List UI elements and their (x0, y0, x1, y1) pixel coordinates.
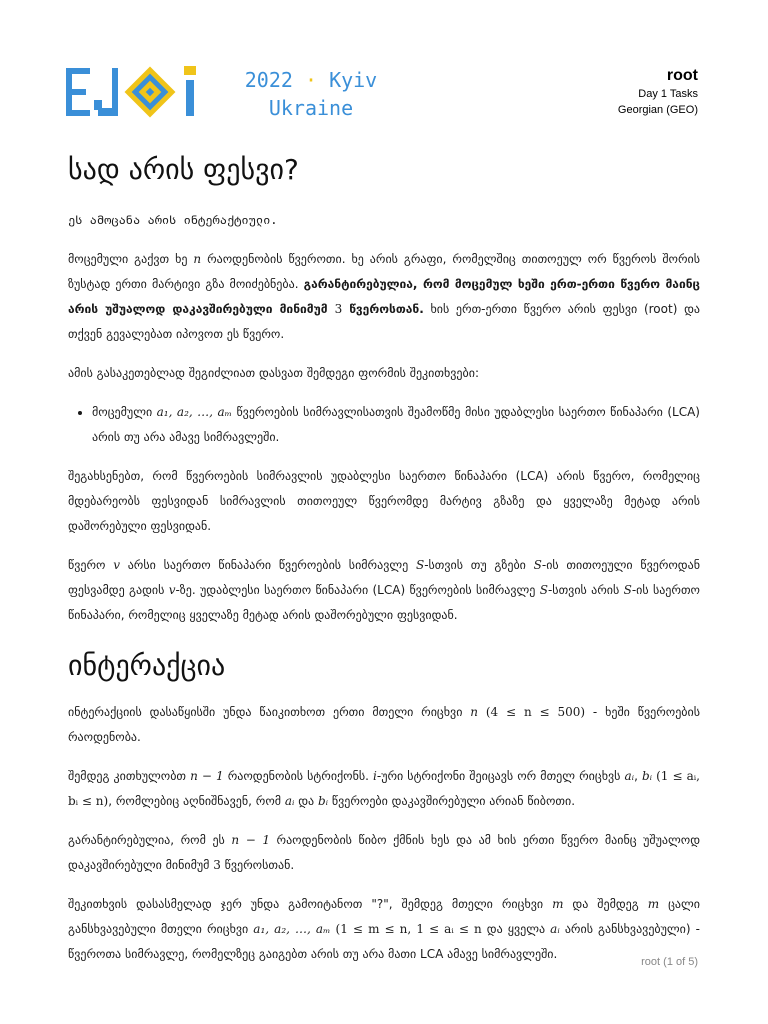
text: და (294, 794, 318, 808)
query-format-paragraph (68, 892, 700, 967)
tree-guarantee-paragraph (68, 828, 700, 878)
math-s: S (539, 583, 548, 597)
common-ancestor-paragraph (68, 553, 700, 628)
query-list (68, 400, 700, 450)
text: , რომლებიც აღნიშნავენ, რომ (108, 794, 285, 808)
math-range: (1 ≤ m ≤ n, (335, 922, 412, 936)
math-set: a₁, a₂, …, aₘ (156, 405, 232, 419)
lca-definition-paragraph: შეგახსენებთ, რომ წვეროების სიმრავლის უდაბლესი საერთო წინაპარი (LCA) არის წვერო, რომელიც მდებარეობს ფესვიდან სიმრავლის თითოეულ წვერომდე მარტივ გზაზე და ყველაზე მეტად არის დაშორებული ფესვიდან. (68, 469, 700, 533)
text: წვერო (68, 558, 114, 572)
text: -ის საერთო წინაპარი, რომელიც ყველაზე მეტად არის დაშორებული ფესვიდან. (68, 583, 700, 622)
math-three: 3 (334, 302, 343, 316)
query-intro-paragraph: ამის გასაკეთებლად შეგიძლიათ დასვათ შემდეგი ფორმის შეკითხვები: (68, 366, 479, 380)
math-n-minus-1: n − 1 (231, 833, 270, 847)
math-s: S (533, 558, 542, 572)
guarantee-text: გარანტირებულია, რომ მოცემულ ხეში ერთ-ერთი წვერო მაინც არის უშუალოდ დაკავშირებული მინიმუმ (68, 277, 700, 316)
text: რაოდენობის წიბო ქმნის ხეს და ამ ხის ერთი წვერო მაინც უშუალოდ დაკავშირებული მინიმუმ (68, 833, 701, 872)
ejoi-logo (64, 62, 204, 122)
math-v: v (168, 583, 176, 597)
task-language: Georgian (GEO) (617, 104, 698, 116)
task-name: root (666, 67, 698, 84)
event-year: 2022 (244, 68, 293, 92)
tree-description-paragraph (68, 247, 700, 347)
math-n-minus-1: n − 1 (190, 769, 224, 783)
guarantee-text-end: წვეროსთან. (342, 302, 424, 316)
interaction-heading: ინტერაქცია (68, 649, 226, 682)
math-v: v (113, 558, 120, 572)
text: და შემდეგ (563, 897, 648, 911)
math-ai: aᵢ (550, 922, 560, 936)
text: ინტერაქციის დასაწყისში უნდა წაიკითხოთ ერთი მთელი რიცხვი (68, 705, 471, 719)
math-ai: aᵢ (624, 769, 635, 783)
text: მოცემული (92, 405, 157, 419)
header-meta (618, 66, 698, 118)
text: არის განსხვავებული) - წვეროთა სიმრავლე, რომელზეც გაიგებთ არის თუ არა მათი LCA ამავე სიმრავლეში. (68, 922, 700, 961)
page-header (0, 0, 768, 140)
text: რაოდენობის წვეროთი. ხე არის გრაფი, რომელშიც თითოეულ ორ წვეროს შორის ზუსტად ერთი მარტივი გზა მოიძებნება. (68, 252, 700, 291)
input-n-paragraph (68, 700, 700, 750)
text: ცალი განსხვავებული მთელი რიცხვი (68, 897, 701, 936)
math-range: (1 ≤ aᵢ, bᵢ ≤ n) (68, 769, 700, 808)
text: -ზე. უდაბლესი საერთო წინაპარი (LCA) წვეროების სიმრავლე (175, 583, 540, 597)
text: შემდეგ კითხულობთ (68, 769, 191, 783)
math-ai: aᵢ (284, 794, 295, 808)
math-bi: bᵢ (641, 769, 653, 783)
text: წვეროსთან. (220, 858, 295, 872)
text: და ყველა (481, 922, 551, 936)
text: რაოდენობის სტრიქონს. (223, 769, 374, 783)
statement-content (68, 144, 700, 981)
text: , (634, 769, 638, 783)
page-title: სად არის ფესვი? (68, 153, 299, 186)
page-footer: root (1 of 5) (641, 956, 698, 968)
text: -სთვის არის (547, 583, 624, 597)
math-bi: bᵢ (317, 794, 329, 808)
event-country: Ukraine (268, 96, 354, 120)
math-three: 3 (213, 858, 221, 872)
math-n: n (470, 705, 479, 719)
text: წვეროების სიმრავლისათვის შეამოწმე მისი უდაბლესი საერთო წინაპარი (LCA) არის თუ არა ამავე სიმრავლეში. (92, 405, 700, 444)
text: -ის თითოეული წვეროდან ფესვამდე გადის (68, 558, 700, 597)
text: შეკითხვის დასასმელად ჯერ უნდა გამოიტანოთ "?", შემდეგ მთელი რიცხვი (68, 897, 553, 911)
math-m: m (647, 897, 660, 911)
event-city: Kyiv (329, 68, 378, 92)
math-m: m (552, 897, 564, 911)
math-n: n (193, 252, 202, 266)
math-s: S (623, 583, 632, 597)
math-range: 1 ≤ aᵢ ≤ n (416, 922, 482, 936)
math-i: i (373, 769, 377, 783)
event-label (236, 66, 386, 122)
task-day: Day 1 Tasks (638, 88, 698, 100)
math-list: a₁, a₂, …, aₘ (253, 922, 331, 936)
intro-paragraph: ეს ამოცანა არის ინტერაქტიული. (68, 213, 278, 227)
event-dot: · (304, 68, 318, 92)
text: - ხეში წვეროების რაოდენობა. (68, 705, 700, 744)
math-s: S (415, 558, 425, 572)
text: მოცემული გაქვთ ხე (68, 252, 194, 266)
text: გარანტირებულია, რომ ეს (68, 833, 232, 847)
text: ხის ერთ-ერთი წვერო არის ფესვი (root) და თქვენ გევალებათ იპოვოთ ეს წვერო. (68, 302, 700, 341)
text: არსი საერთო წინაპარი წვეროების სიმრავლე (119, 558, 416, 572)
text: -ური სტრიქონი შეიცავს ორ მთელ რიცხვს (376, 769, 625, 783)
math-range: (4 ≤ n ≤ 500) (485, 705, 586, 719)
edges-paragraph (68, 764, 700, 814)
text: -სთვის თუ გზები (424, 558, 534, 572)
text: წვეროები დაკავშირებული არიან წიბოთი. (328, 794, 576, 808)
list-item (92, 400, 700, 450)
